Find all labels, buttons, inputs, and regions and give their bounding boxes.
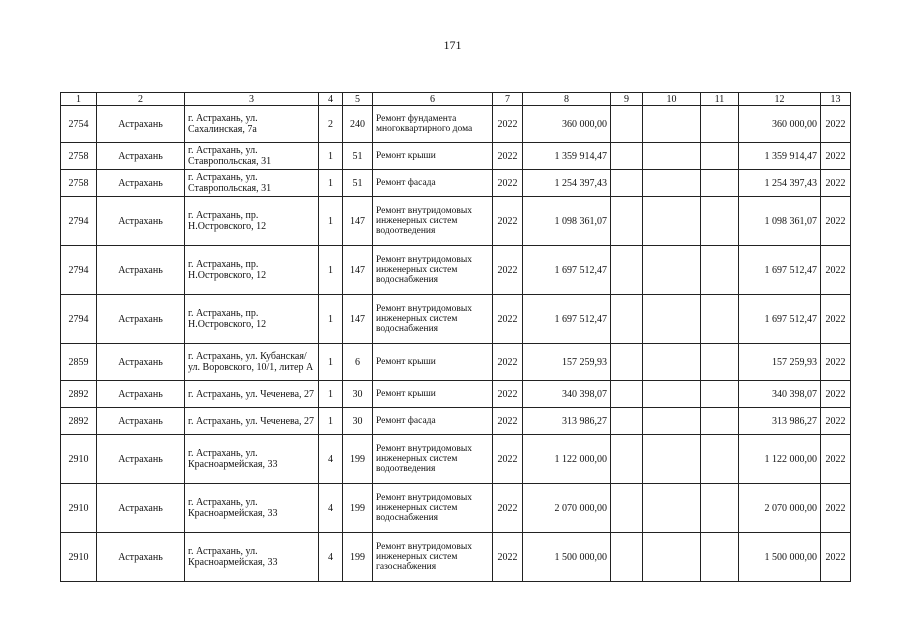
- col5-cell: 30: [343, 381, 373, 408]
- address-cell: г. Астрахань, ул. Чеченева, 27: [185, 408, 319, 435]
- address-cell: г. Астрахань, пр. Н.Островского, 12: [185, 197, 319, 246]
- col11-cell: [701, 295, 739, 344]
- column-header: 8: [523, 93, 611, 106]
- year-cell: 2022: [493, 408, 523, 435]
- row-id-cell: 2910: [61, 533, 97, 582]
- city-cell: Астрахань: [97, 435, 185, 484]
- year-cell: 2022: [493, 197, 523, 246]
- total-cost-cell: 313 986,27: [739, 408, 821, 435]
- col10-cell: [643, 170, 701, 197]
- table-row: [61, 295, 851, 344]
- col11-cell: [701, 143, 739, 170]
- total-cost-cell: 1 697 512,47: [739, 295, 821, 344]
- address-cell: г. Астрахань, ул. Сахалинская, 7а: [185, 106, 319, 143]
- year-cell: 2022: [493, 106, 523, 143]
- table-body: [61, 106, 851, 582]
- total-cost-cell: 360 000,00: [739, 106, 821, 143]
- year-cell: 2022: [493, 170, 523, 197]
- total-cost-cell: 340 398,07: [739, 381, 821, 408]
- address-cell: г. Астрахань, ул. Чеченева, 27: [185, 381, 319, 408]
- col5-cell: 30: [343, 408, 373, 435]
- column-header: 5: [343, 93, 373, 106]
- col10-cell: [643, 381, 701, 408]
- col4-cell: 1: [319, 408, 343, 435]
- city-cell: Астрахань: [97, 533, 185, 582]
- col9-cell: [611, 246, 643, 295]
- col10-cell: [643, 143, 701, 170]
- row-id-cell: 2794: [61, 197, 97, 246]
- row-id-cell: 2910: [61, 435, 97, 484]
- year-cell: 2022: [493, 435, 523, 484]
- work-type-cell: Ремонт внутридомовых инженерных систем водоснабжения: [373, 246, 493, 295]
- column-header: 7: [493, 93, 523, 106]
- end-year-cell: 2022: [821, 295, 851, 344]
- end-year-cell: 2022: [821, 106, 851, 143]
- col5-cell: 147: [343, 295, 373, 344]
- address-cell: г. Астрахань, пр. Н.Островского, 12: [185, 295, 319, 344]
- work-type-cell: Ремонт внутридомовых инженерных систем водоснабжения: [373, 295, 493, 344]
- address-cell: г. Астрахань, ул. Красноармейская, 33: [185, 435, 319, 484]
- address-cell: г. Астрахань, ул. Ставропольская, 31: [185, 170, 319, 197]
- col10-cell: [643, 197, 701, 246]
- address-cell: г. Астрахань, ул. Красноармейская, 33: [185, 533, 319, 582]
- table-row: [61, 408, 851, 435]
- address-cell: г. Астрахань, пр. Н.Островского, 12: [185, 246, 319, 295]
- row-id-cell: 2758: [61, 143, 97, 170]
- col5-cell: 199: [343, 484, 373, 533]
- year-cell: 2022: [493, 381, 523, 408]
- end-year-cell: 2022: [821, 408, 851, 435]
- end-year-cell: 2022: [821, 344, 851, 381]
- col11-cell: [701, 246, 739, 295]
- cost-cell: 340 398,07: [523, 381, 611, 408]
- work-type-cell: Ремонт фасада: [373, 408, 493, 435]
- cost-cell: 360 000,00: [523, 106, 611, 143]
- end-year-cell: 2022: [821, 533, 851, 582]
- address-cell: г. Астрахань, ул. Кубанская/ ул. Воровского, 10/1, литер А: [185, 344, 319, 381]
- col4-cell: 1: [319, 197, 343, 246]
- table-row: [61, 381, 851, 408]
- city-cell: Астрахань: [97, 170, 185, 197]
- year-cell: 2022: [493, 484, 523, 533]
- table-row: [61, 344, 851, 381]
- col9-cell: [611, 533, 643, 582]
- table-row: [61, 197, 851, 246]
- city-cell: Астрахань: [97, 484, 185, 533]
- total-cost-cell: 1 359 914,47: [739, 143, 821, 170]
- col4-cell: 2: [319, 106, 343, 143]
- col11-cell: [701, 344, 739, 381]
- table-row: [61, 106, 851, 143]
- end-year-cell: 2022: [821, 143, 851, 170]
- city-cell: Астрахань: [97, 246, 185, 295]
- table-row: [61, 484, 851, 533]
- column-header: 11: [701, 93, 739, 106]
- table-row: [61, 143, 851, 170]
- city-cell: Астрахань: [97, 143, 185, 170]
- table-row: [61, 170, 851, 197]
- cost-cell: 1 098 361,07: [523, 197, 611, 246]
- col9-cell: [611, 408, 643, 435]
- work-type-cell: Ремонт внутридомовых инженерных систем водоотведения: [373, 197, 493, 246]
- col10-cell: [643, 295, 701, 344]
- col4-cell: 1: [319, 295, 343, 344]
- city-cell: Астрахань: [97, 295, 185, 344]
- column-number-row: [61, 93, 851, 106]
- row-id-cell: 2892: [61, 381, 97, 408]
- year-cell: 2022: [493, 533, 523, 582]
- year-cell: 2022: [493, 143, 523, 170]
- end-year-cell: 2022: [821, 246, 851, 295]
- col4-cell: 1: [319, 143, 343, 170]
- col4-cell: 4: [319, 533, 343, 582]
- row-id-cell: 2754: [61, 106, 97, 143]
- col11-cell: [701, 197, 739, 246]
- col9-cell: [611, 435, 643, 484]
- table-row: [61, 246, 851, 295]
- col10-cell: [643, 344, 701, 381]
- col4-cell: 4: [319, 484, 343, 533]
- row-id-cell: 2794: [61, 295, 97, 344]
- col9-cell: [611, 381, 643, 408]
- total-cost-cell: 1 254 397,43: [739, 170, 821, 197]
- work-type-cell: Ремонт крыши: [373, 344, 493, 381]
- address-cell: г. Астрахань, ул. Красноармейская, 33: [185, 484, 319, 533]
- col5-cell: 240: [343, 106, 373, 143]
- col4-cell: 1: [319, 246, 343, 295]
- col9-cell: [611, 106, 643, 143]
- city-cell: Астрахань: [97, 408, 185, 435]
- work-type-cell: Ремонт крыши: [373, 381, 493, 408]
- column-header: 2: [97, 93, 185, 106]
- cost-cell: 313 986,27: [523, 408, 611, 435]
- column-header: 4: [319, 93, 343, 106]
- repair-schedule-table: [60, 92, 851, 582]
- work-type-cell: Ремонт внутридомовых инженерных систем водоотведения: [373, 435, 493, 484]
- cost-cell: 1 500 000,00: [523, 533, 611, 582]
- col10-cell: [643, 106, 701, 143]
- col11-cell: [701, 381, 739, 408]
- col9-cell: [611, 197, 643, 246]
- col10-cell: [643, 408, 701, 435]
- year-cell: 2022: [493, 344, 523, 381]
- column-header: 6: [373, 93, 493, 106]
- col9-cell: [611, 295, 643, 344]
- column-header: 9: [611, 93, 643, 106]
- cost-cell: 1 254 397,43: [523, 170, 611, 197]
- col11-cell: [701, 484, 739, 533]
- column-header: 10: [643, 93, 701, 106]
- city-cell: Астрахань: [97, 106, 185, 143]
- cost-cell: 1 122 000,00: [523, 435, 611, 484]
- year-cell: 2022: [493, 295, 523, 344]
- cost-cell: 1 359 914,47: [523, 143, 611, 170]
- address-cell: г. Астрахань, ул. Ставропольская, 31: [185, 143, 319, 170]
- cost-cell: 2 070 000,00: [523, 484, 611, 533]
- row-id-cell: 2892: [61, 408, 97, 435]
- total-cost-cell: 1 098 361,07: [739, 197, 821, 246]
- col10-cell: [643, 484, 701, 533]
- city-cell: Астрахань: [97, 381, 185, 408]
- col5-cell: 51: [343, 170, 373, 197]
- end-year-cell: 2022: [821, 435, 851, 484]
- table-row: [61, 435, 851, 484]
- total-cost-cell: 1 122 000,00: [739, 435, 821, 484]
- row-id-cell: 2859: [61, 344, 97, 381]
- col5-cell: 199: [343, 435, 373, 484]
- col5-cell: 51: [343, 143, 373, 170]
- work-type-cell: Ремонт крыши: [373, 143, 493, 170]
- city-cell: Астрахань: [97, 344, 185, 381]
- col11-cell: [701, 435, 739, 484]
- col5-cell: 147: [343, 246, 373, 295]
- row-id-cell: 2794: [61, 246, 97, 295]
- col9-cell: [611, 344, 643, 381]
- total-cost-cell: 1 500 000,00: [739, 533, 821, 582]
- work-type-cell: Ремонт фундамента многоквартирного дома: [373, 106, 493, 143]
- col11-cell: [701, 408, 739, 435]
- col5-cell: 147: [343, 197, 373, 246]
- end-year-cell: 2022: [821, 197, 851, 246]
- col10-cell: [643, 246, 701, 295]
- cost-cell: 1 697 512,47: [523, 246, 611, 295]
- end-year-cell: 2022: [821, 484, 851, 533]
- col10-cell: [643, 533, 701, 582]
- work-type-cell: Ремонт фасада: [373, 170, 493, 197]
- cost-cell: 1 697 512,47: [523, 295, 611, 344]
- col11-cell: [701, 533, 739, 582]
- cost-cell: 157 259,93: [523, 344, 611, 381]
- col4-cell: 1: [319, 170, 343, 197]
- total-cost-cell: 2 070 000,00: [739, 484, 821, 533]
- col9-cell: [611, 484, 643, 533]
- end-year-cell: 2022: [821, 170, 851, 197]
- col11-cell: [701, 106, 739, 143]
- row-id-cell: 2910: [61, 484, 97, 533]
- column-header: 1: [61, 93, 97, 106]
- page-number: 171: [443, 38, 462, 52]
- col10-cell: [643, 435, 701, 484]
- total-cost-cell: 1 697 512,47: [739, 246, 821, 295]
- work-type-cell: Ремонт внутридомовых инженерных систем газоснабжения: [373, 533, 493, 582]
- col4-cell: 1: [319, 381, 343, 408]
- col9-cell: [611, 170, 643, 197]
- col5-cell: 6: [343, 344, 373, 381]
- col4-cell: 4: [319, 435, 343, 484]
- col4-cell: 1: [319, 344, 343, 381]
- total-cost-cell: 157 259,93: [739, 344, 821, 381]
- column-header: 3: [185, 93, 319, 106]
- col5-cell: 199: [343, 533, 373, 582]
- row-id-cell: 2758: [61, 170, 97, 197]
- col11-cell: [701, 170, 739, 197]
- col9-cell: [611, 143, 643, 170]
- end-year-cell: 2022: [821, 381, 851, 408]
- city-cell: Астрахань: [97, 197, 185, 246]
- year-cell: 2022: [493, 246, 523, 295]
- table-row: [61, 533, 851, 582]
- work-type-cell: Ремонт внутридомовых инженерных систем водоснабжения: [373, 484, 493, 533]
- column-header: 13: [821, 93, 851, 106]
- column-header: 12: [739, 93, 821, 106]
